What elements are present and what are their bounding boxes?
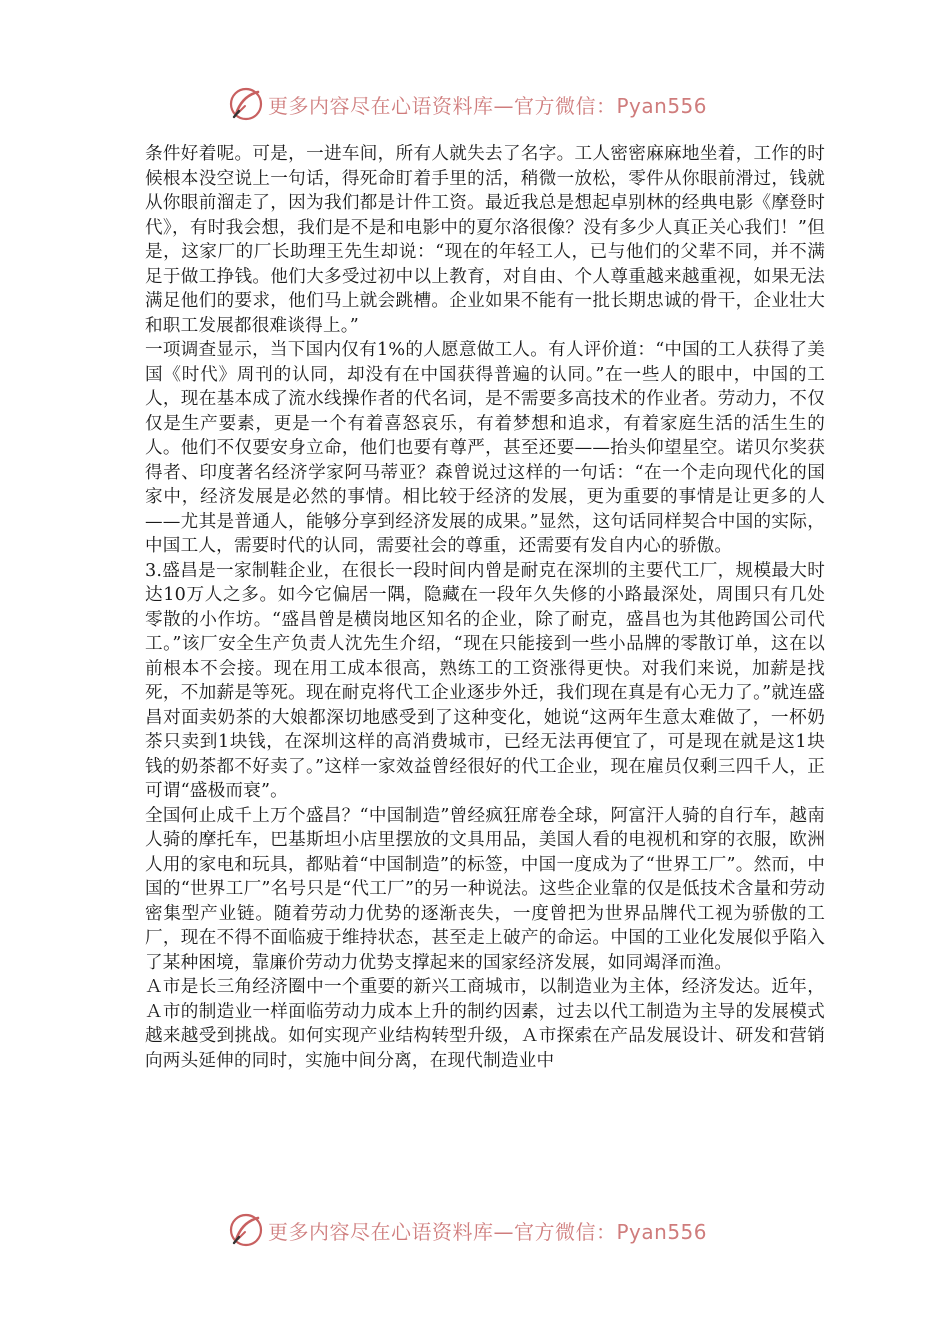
pen-logo-icon — [228, 86, 264, 122]
paragraph: 条件好着呢。可是，一进车间，所有人就失去了名字。工人密密麻麻地坐着，工作的时候根本没空说上一句话，得死命盯着手里的活，稍微一放松，零件从你眼前滑过，钱就从你眼前溜走了，因为我们都是计件工资。最近我总是想起卓别林的经典电影《摩登时代》，有时我会想，我们是不是和电影中的夏尔洛很像？没有多少人真正关心我们！”但是，这家厂的厂长助理王先生却说：“现在的年轻工人，已与他们的父辈不同，并不满足于做工挣钱。他们大多受过初中以上教育，对自由、个人尊重越来越重视，如果无法满足他们的要求，他们马上就会跳槽。企业如果不能有一批长期忠诚的骨干，企业壮大和职工发展都很难谈得上。” — [145, 144, 825, 336]
paragraph: 3.盛昌是一家制鞋企业，在很长一段时间内曾是耐克在深圳的主要代工厂，规模最大时达10万人之多。如今它偏居一隅，隐藏在一段年久失修的小路最深处，周围只有几处零散的小作坊。“盛昌曾是横岗地区知名的企业，除了耐克，盛昌也为其他跨国公司代工。”该厂安全生产负责人沈先生介绍，“现在只能接到一些小品牌的零散订单，这在以前根本不会接。现在用工成本很高，熟练工的工资涨得更快。对我们来说，加薪是找死，不加薪是等死。现在耐克将代工企业逐步外迁，我们现在真是有心无力了。”就连盛昌对面卖奶茶的大娘都深切地感受到了这种变化，她说“这两年生意太难做了，一杯奶茶只卖到1块钱，在深圳这样的高消费城市，已经无法再便宜了，可是现在就是这1块钱的奶茶都不好卖了。”这样一家效益曾经很好的代工企业，现在雇员仅剩三四千人，正可谓“盛极而衰”。 — [145, 560, 825, 801]
footer-banner — [228, 1210, 728, 1250]
paragraph: Ａ市是长三角经济圈中一个重要的新兴工商城市，以制造业为主体，经济发达。近年，Ａ市的制造业一样面临劳动力成本上升的制约因素，过去以代工制造为主导的发展模式越来越受到挑战。如何实现产业结构转型升级，Ａ市探索在产品发展设计、研发和营销向两头延伸的同时，实施中间分离，在现代制造业中 — [145, 977, 825, 1071]
paragraph: 全国何止成千上万个盛昌？“中国制造”曾经疯狂席卷全球，阿富汗人骑的自行车，越南人骑的摩托车，巴基斯坦小店里摆放的文具用品，美国人看的电视机和穿的衣服，欧洲人用的家电和玩具，都贴着“中国制造”的标签，中国一度成为了“世界工厂”。然而，中国的“世界工厂”名号只是“代工厂”的另一种说法。这些企业靠的仅是低技术含量和劳动密集型产业链。随着劳动力优势的逐渐丧失，一度曾把为世界品牌代工视为骄傲的工厂，现在不得不面临疲于维持状态，甚至走上破产的命运。中国的工业化发展似乎陷入了某种困境，靠廉价劳动力优势支撑起来的国家经济发展，如同竭泽而渔。 — [145, 805, 825, 973]
header-banner-text: 更多内容尽在心语资料库—官方微信：Pyan556 — [268, 93, 708, 118]
pen-logo-icon — [228, 1212, 264, 1248]
paragraph: 一项调查显示，当下国内仅有1%的人愿意做工人。有人评价道：“中国的工人获得了美国《时代》周刊的认同，却没有在中国获得普遍的认同。”在一些人的眼中，中国的工人，现在基本成了流水线操作者的代名词，是不需要多高技术的作业者。劳动力，不仅仅是生产要素，更是一个有着喜怒哀乐，有着梦想和追求，有着家庭生活的活生生的人。他们不仅要安身立命，他们也要有尊严，甚至还要——抬头仰望星空。诺贝尔奖获得者、印度著名经济学家阿马蒂亚？森曾说过这样的一句话：“在一个走向现代化的国家中，经济发展是必然的事情。相比较于经济的发展，更为重要的事情是让更多的人——尤其是普通人，能够分享到经济发展的成果。”显然，这句话同样契合中国的实际，中国工人，需要时代的认同，需要社会的尊重，还需要有发自内心的骄傲。 — [145, 340, 825, 556]
footer-banner-text: 更多内容尽在心语资料库—官方微信：Pyan556 — [268, 1219, 708, 1244]
header-banner — [228, 84, 728, 124]
document-body — [145, 142, 825, 1073]
